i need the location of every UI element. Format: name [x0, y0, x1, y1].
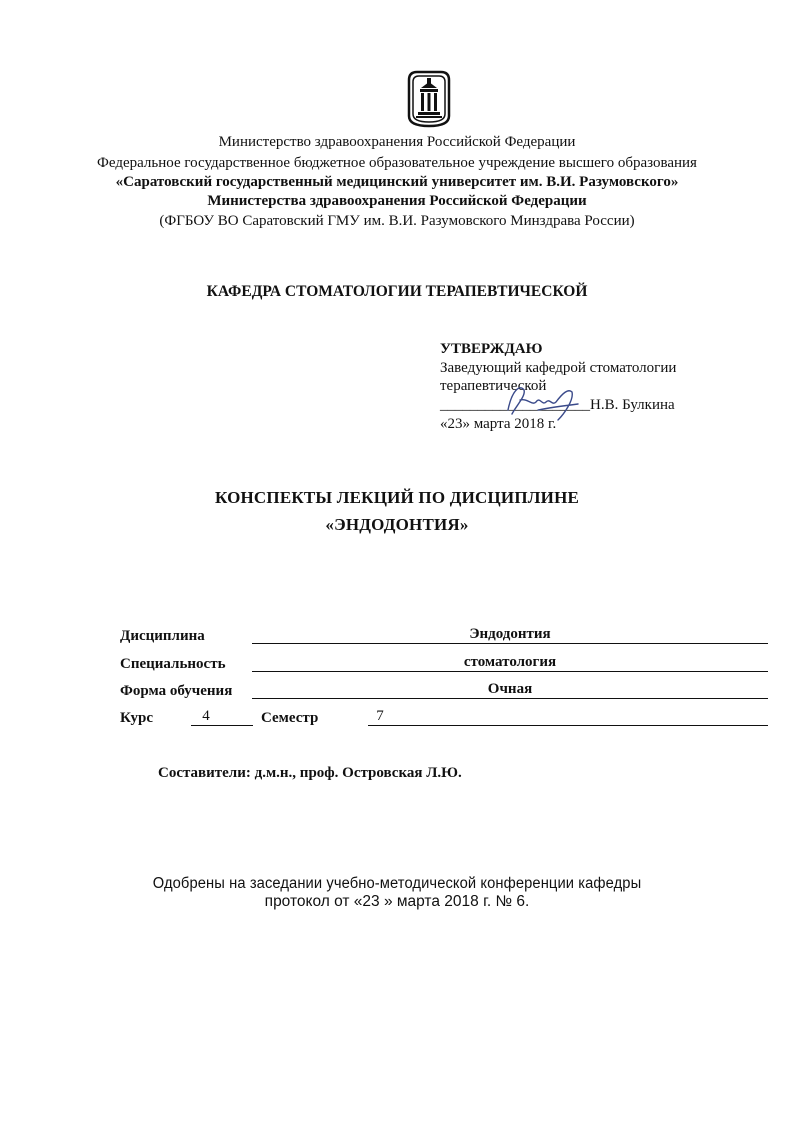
compilers-line: Составители: д.м.н., проф. Островская Л.Ю. [158, 765, 462, 781]
institution-type-line: Федеральное государственное бюджетное образовательное учреждение высшего образования [97, 155, 697, 171]
approval-heading: УТВЕРЖДАЮ [440, 341, 543, 357]
handwritten-signature [498, 380, 588, 424]
approval-meeting-line: Одобрены на заседании учебно-методической конференции кафедры [152, 875, 642, 892]
study-form-label: Форма обучения [120, 683, 233, 699]
course-underline [191, 725, 253, 726]
approval-position-line1: Заведующий кафедрой стоматологии [440, 360, 677, 376]
department-title: КАФЕДРА СТОМАТОЛОГИИ ТЕРАПЕВТИЧЕСКОЙ [206, 283, 588, 300]
discipline-underline [252, 643, 768, 644]
course-label: Курс [120, 710, 154, 726]
document-title-line2: «ЭНДОДОНТИЯ» [325, 515, 469, 534]
abbreviation-line: (ФГБОУ ВО Саратовский ГМУ им. В.И. Разумовского Минздрава России) [159, 213, 635, 229]
course-value: 4 [202, 708, 210, 724]
university-name: «Саратовский государственный медицинский университет им. В.И. Разумовского» [115, 174, 679, 190]
signature-blank: ____________________ [440, 397, 590, 413]
signer-name: Н.В. Булкина [590, 397, 675, 413]
ministry-bold-line: Министерства здравоохранения Российской Федерации [207, 193, 587, 209]
study-form-value: Очная [487, 681, 533, 697]
university-emblem-icon [407, 70, 451, 128]
protocol-line: протокол от «23 » марта 2018 г. № 6. [264, 893, 530, 910]
discipline-label: Дисциплина [120, 628, 205, 644]
specialty-underline [252, 671, 768, 672]
document-title-line1: КОНСПЕКТЫ ЛЕКЦИЙ ПО ДИСЦИПЛИНЕ [214, 488, 580, 507]
semester-underline [368, 725, 768, 726]
ministry-line: Министерство здравоохранения Российской Федерации [218, 134, 576, 150]
approval-position-line2: терапевтической [440, 378, 547, 394]
specialty-value: стоматология [463, 654, 557, 670]
discipline-value: Эндодонтия [469, 626, 551, 642]
study-form-underline [252, 698, 768, 699]
approval-date: «23» марта 2018 г. [440, 416, 557, 432]
semester-label: Семестр [261, 710, 319, 726]
semester-value: 7 [376, 708, 384, 724]
specialty-label: Специальность [120, 656, 226, 672]
